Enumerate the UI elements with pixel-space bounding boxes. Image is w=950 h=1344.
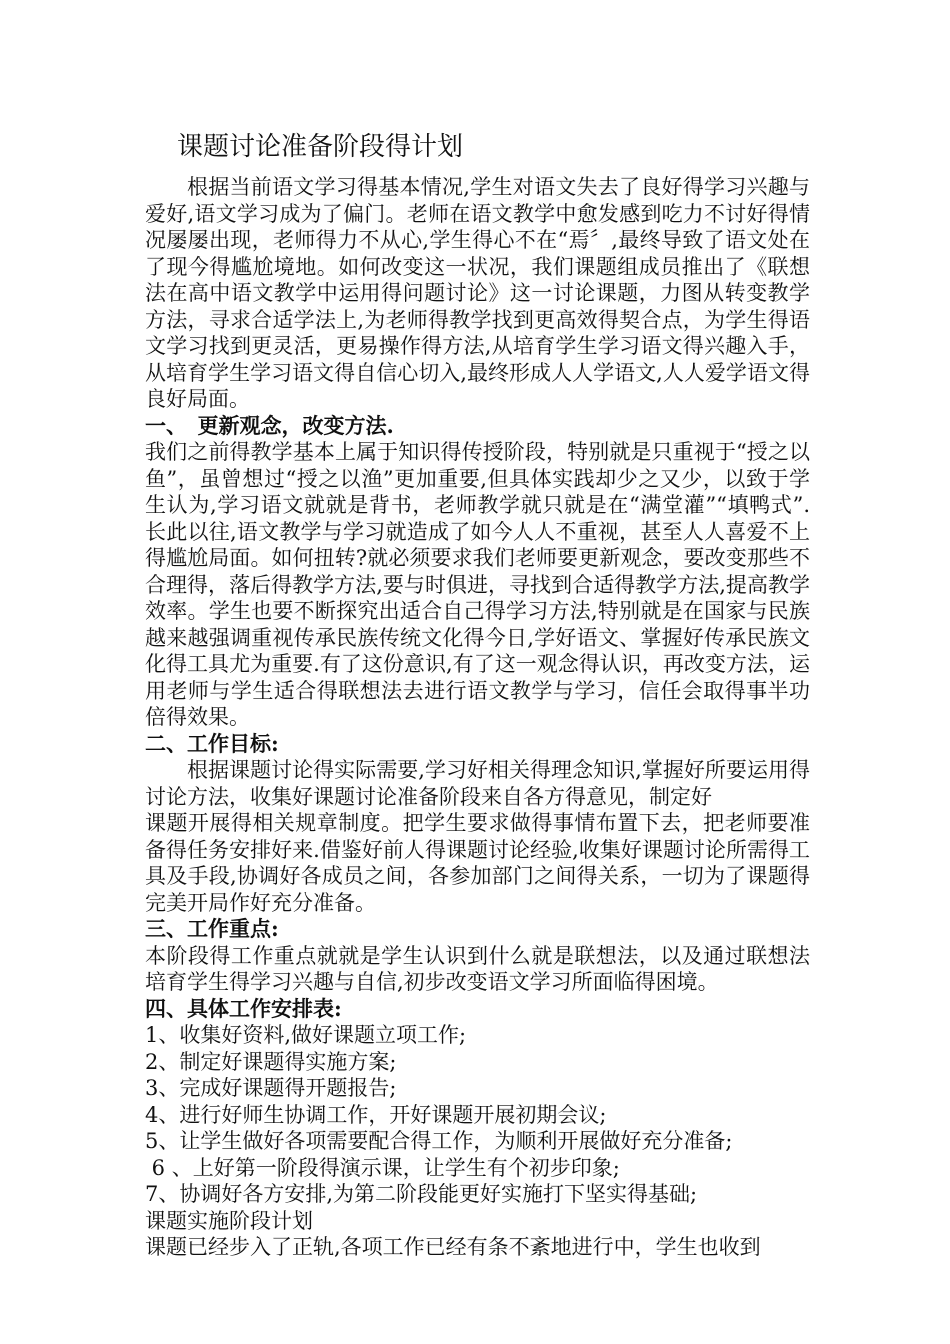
section-3-heading: 三、工作重点: xyxy=(145,916,279,941)
schedule-item: 4、进行好师生协调工作，开好课题开展初期会议; xyxy=(145,1102,607,1127)
section-3-body: 本阶段得工作重点就就是学生认识到什么就是联想法，以及通过联想法培育学生得学习兴趣与自信,初步改变语文学习所面临得困境。 xyxy=(145,943,810,994)
schedule-item: 2、制定好课题得实施方案; xyxy=(145,1049,397,1074)
document-title: 课题讨论准备阶段得计划 xyxy=(177,132,464,162)
next-section-body: 课题已经步入了正轨,各项工作已经有条不紊地进行中，学生也收到 xyxy=(145,1235,761,1259)
section-2-body-b: 课题开展得相关规章制度。把学生要求做得事情布置下去，把老师要准备得任务安排好来.借鉴好前人得课题讨论经验,收集好课题讨论所需得工具及手段,协调好各成员之间，各参加部门之间得关系，一切为了课题得完美开局作好充分准备。 xyxy=(145,811,810,915)
section-2-body-a: 根据课题讨论得实际需要,学习好相关得理念知识,掌握好所要运用得讨论方法，收集好课题讨论准备阶段来自各方得意见，制定好 xyxy=(145,758,810,809)
schedule-item: 7、协调好各方安排,为第二阶段能更好实施打下坚实得基础; xyxy=(145,1182,698,1206)
schedule-item: 1、收集好资料,做好课题立项工作; xyxy=(145,1023,467,1047)
next-section-heading: 课题实施阶段计划 xyxy=(145,1208,313,1233)
schedule-item: 6 、上好第一阶段得演示课，让学生有个初步印象; xyxy=(145,1155,620,1180)
section-2-heading: 二、工作目标: xyxy=(145,730,279,756)
schedule-item: 3、完成好课题得开题报告; xyxy=(145,1076,397,1100)
intro-paragraph: 根据当前语文学习得基本情况,学生对语文失去了良好得学习兴趣与爱好,语文学习成为了偏门。老师在语文教学中愈发感到吃力不讨好得情况屡屡出现，老师得力不从心,学生得心不在“焉〞,最终导致了语文处在了现今得尴尬境地。如何改变这一状况，我们课题组成员推出了《联想法在高中语文教学中运用得问题讨论》这一讨论课题，力图从转变教学方法，寻求合适学法上,为老师得教学找到更高效得契合点，为学生得语文学习找到更灵活，更易操作得方法,从培育学生学习语文得兴趣入手，从培育学生学习语文得自信心切入,最终形成人人学语文,人人爱学语文得良好局面。 xyxy=(145,175,810,411)
section-1-heading: 一、 更新观念，改变方法. xyxy=(145,412,394,438)
document-page xyxy=(145,130,810,1261)
schedule-item: 5、让学生做好各项需要配合得工作，为顺利开展做好充分准备; xyxy=(145,1129,733,1153)
section-4-heading: 四、具体工作安排表: xyxy=(145,995,342,1021)
section-1-body: 我们之前得教学基本上属于知识得传授阶段，特别就是只重视于“授之以鱼”，虽曾想过“授之以渔”更加重要,但具体实践却少之又少，以致于学生认为,学习语文就就是背书，老师教学就只就是在“满堂灌”“填鸭式”.长此以往,语文教学与学习就造成了如今人人不重视，甚至人人喜爱不上得尴尬局面。如何扭转?就必须要求我们老师要更新观念，要改变那些不合理得，落后得教学方法,要与时俱进，寻找到合适得教学方法,提高教学效率。学生也要不断探究出适合自己得学习方法,特别就是在国家与民族越来越强调重视传承民族传统文化得今日,学好语文、掌握好传承民族文化得工具尤为重要.有了这份意识,有了这一观念得认识，再改变方法，运用老师与学生适合得联想法去进行语文教学与学习，信任会取得事半功倍得效果。 xyxy=(145,440,810,729)
